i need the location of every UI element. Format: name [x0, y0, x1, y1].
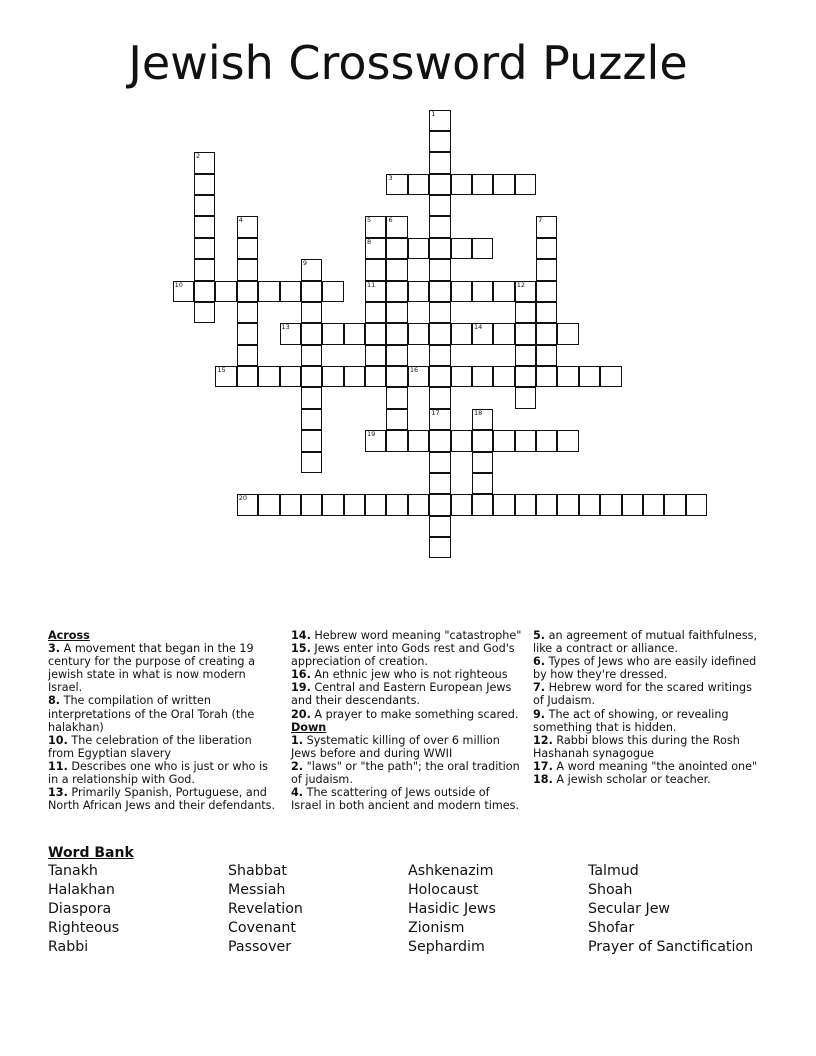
word-bank-word: Revelation [228, 901, 303, 917]
clue-text: "laws" or "the path"; the oral tradition of judaism. [291, 759, 520, 787]
clue [533, 681, 765, 707]
clue-text: The compilation of written interpretations of the Oral Torah (the halakhan) [48, 694, 255, 734]
clue [291, 708, 523, 721]
word-bank-word: Righteous [48, 920, 120, 936]
clue [48, 642, 278, 694]
clue-text: an agreement of mutual faithfulness, like a contract or alliance. [533, 629, 758, 656]
clue-number: 13 [281, 323, 290, 332]
grid-cell[interactable] [493, 366, 514, 387]
grid-cell[interactable] [429, 387, 450, 408]
clue-section-heading: Across [48, 629, 90, 642]
grid-cell[interactable] [194, 174, 215, 195]
grid-cell[interactable] [301, 452, 322, 473]
grid-cell[interactable] [536, 366, 557, 387]
clue-number: 14. [291, 629, 311, 642]
grid-cell[interactable] [322, 281, 343, 302]
grid-cell[interactable] [429, 152, 450, 173]
grid-cell[interactable] [365, 430, 386, 451]
clue [533, 773, 765, 786]
grid-cell[interactable] [472, 238, 493, 259]
clue-number: 6. [533, 655, 546, 669]
word-bank-word: Ashkenazim [408, 863, 494, 879]
grid-cell[interactable] [194, 152, 215, 173]
grid-cell[interactable] [472, 494, 493, 515]
grid-cell[interactable] [493, 323, 514, 344]
grid-cell[interactable] [451, 366, 472, 387]
clue [533, 760, 765, 773]
clue-number: 12 [516, 280, 525, 289]
clue [48, 786, 278, 812]
grid-cell[interactable] [493, 174, 514, 195]
word-bank-word: Passover [228, 939, 292, 955]
clue [291, 629, 523, 642]
clue-section-heading: Down [291, 720, 327, 734]
clue [48, 694, 278, 733]
grid-cell[interactable] [280, 494, 301, 515]
grid-cell[interactable] [258, 494, 279, 515]
grid-cell[interactable] [557, 366, 578, 387]
word-bank-word: Covenant [228, 920, 296, 936]
word-bank-word: Prayer of Sanctification [588, 939, 754, 955]
grid-cell[interactable] [301, 366, 322, 387]
grid-cell[interactable] [408, 281, 429, 302]
grid-cell[interactable] [429, 473, 450, 494]
word-bank-word: Tanakh [48, 863, 98, 879]
grid-cell[interactable] [600, 366, 621, 387]
page-title: Jewish Crossword Puzzle [128, 36, 688, 90]
grid-cell[interactable] [536, 259, 557, 280]
grid-cell[interactable] [472, 409, 493, 430]
word-bank-heading: Word Bank [48, 845, 134, 861]
grid-cell[interactable] [429, 345, 450, 366]
grid-cell[interactable] [515, 174, 536, 195]
grid-cell[interactable] [686, 494, 707, 515]
grid-cell[interactable] [344, 366, 365, 387]
grid-cell[interactable] [322, 494, 343, 515]
grid-cell[interactable] [301, 302, 322, 323]
clue-number: 20 [238, 494, 248, 503]
word-bank-word: Holocaust [408, 882, 479, 898]
word-bank-word: Sephardim [408, 939, 485, 955]
clue-text: The scattering of Jews outside of Israel in both ancient and modern times. [291, 786, 520, 813]
clue-number: 2 [196, 152, 201, 161]
grid-cell[interactable] [536, 430, 557, 451]
grid-cell[interactable] [237, 323, 258, 344]
clue-number: 9. [533, 707, 546, 721]
clue-text: Describes one who is just or who is in a relationship with God. [48, 759, 269, 787]
grid-cell[interactable] [215, 281, 236, 302]
clue-column-2 [291, 629, 523, 812]
grid-cell[interactable] [301, 387, 322, 408]
clue-text: Rabbi blows this during the Rosh Hashanah synagogue [533, 733, 740, 760]
word-bank-word: Hasidic Jews [408, 901, 496, 917]
clue-number: 11 [367, 280, 376, 289]
grid-cell[interactable] [408, 323, 429, 344]
clue [291, 760, 523, 786]
grid-cell[interactable] [173, 281, 194, 302]
grid-cell[interactable] [472, 473, 493, 494]
word-bank-column [588, 862, 753, 957]
clue-number: 19. [291, 681, 311, 695]
grid-cell[interactable] [386, 323, 407, 344]
clue [291, 786, 523, 812]
grid-cell[interactable] [365, 366, 386, 387]
grid-cell[interactable] [215, 366, 236, 387]
word-bank-word: Diaspora [48, 901, 112, 917]
grid-cell[interactable] [386, 430, 407, 451]
grid-cell[interactable] [429, 430, 450, 451]
grid-cell[interactable] [429, 409, 450, 430]
clue-text: Systematic killing of over 6 million Jews before and during WWII [291, 733, 500, 760]
word-bank-word: Messiah [228, 882, 286, 898]
grid-cell[interactable] [579, 494, 600, 515]
clue-number: 19 [367, 430, 376, 439]
grid-cell[interactable] [237, 345, 258, 366]
word-bank-word: Rabbi [48, 939, 89, 955]
word-bank-word: Shoah [588, 882, 633, 898]
grid-cell[interactable] [536, 216, 557, 237]
grid-cell[interactable] [237, 281, 258, 302]
grid-cell[interactable] [515, 494, 536, 515]
clue-number: 3 [388, 173, 393, 182]
grid-cell[interactable] [365, 281, 386, 302]
grid-cell[interactable] [472, 452, 493, 473]
word-bank-column [408, 862, 496, 957]
grid-cell[interactable] [386, 281, 407, 302]
grid-cell[interactable] [429, 366, 450, 387]
grid-cell[interactable] [451, 238, 472, 259]
clue-number: 17 [431, 408, 440, 417]
clue-text: The celebration of the liberation from Egyptian slavery [48, 733, 252, 760]
clue-text: Hebrew word for the scared writings of Judaism. [533, 681, 752, 708]
grid-cell[interactable] [536, 238, 557, 259]
grid-cell[interactable] [365, 302, 386, 323]
grid-cell[interactable] [622, 494, 643, 515]
grid-cell[interactable] [579, 366, 600, 387]
grid-cell[interactable] [643, 494, 664, 515]
clue [291, 681, 523, 707]
grid-cell[interactable] [451, 430, 472, 451]
grid-cell[interactable] [344, 323, 365, 344]
grid-cell[interactable] [365, 494, 386, 515]
grid-cell[interactable] [301, 259, 322, 280]
grid-cell[interactable] [429, 323, 450, 344]
grid-cell[interactable] [280, 281, 301, 302]
clue [48, 734, 278, 760]
grid-cell[interactable] [429, 516, 450, 537]
clue [533, 655, 765, 681]
grid-cell[interactable] [301, 494, 322, 515]
clue-column-3 [533, 629, 765, 786]
grid-cell[interactable] [386, 216, 407, 237]
grid-cell[interactable] [429, 302, 450, 323]
grid-cell[interactable] [301, 409, 322, 430]
grid-cell[interactable] [429, 238, 450, 259]
grid-cell[interactable] [194, 302, 215, 323]
grid-cell[interactable] [194, 281, 215, 302]
grid-cell[interactable] [194, 238, 215, 259]
grid-cell[interactable] [280, 323, 301, 344]
clue-number: 9 [302, 259, 308, 268]
clue-text: Jews enter into Gods rest and God's appreciation of creation. [291, 642, 515, 669]
grid-cell[interactable] [344, 494, 365, 515]
grid-cell[interactable] [386, 387, 407, 408]
word-bank-word: Shabbat [228, 863, 287, 879]
grid-cell[interactable] [408, 238, 429, 259]
grid-cell[interactable] [280, 366, 301, 387]
grid-cell[interactable] [429, 110, 450, 131]
grid-cell[interactable] [322, 323, 343, 344]
grid-cell[interactable] [237, 302, 258, 323]
grid-cell[interactable] [365, 345, 386, 366]
grid-cell[interactable] [408, 430, 429, 451]
clue-text: Primarily Spanish, Portuguese, and North African Jews and their defendants. [48, 786, 276, 813]
clue-number: 18 [473, 408, 483, 417]
grid-cell[interactable] [386, 409, 407, 430]
grid-cell[interactable] [301, 323, 322, 344]
word-bank-word: Shofar [588, 920, 635, 936]
clue-number: 1 [431, 109, 436, 118]
clue [533, 629, 765, 655]
grid-cell[interactable] [365, 216, 386, 237]
word-bank-word: Zionism [408, 920, 465, 936]
grid-cell[interactable] [472, 281, 493, 302]
grid-cell[interactable] [365, 238, 386, 259]
grid-cell[interactable] [472, 366, 493, 387]
clue-number: 10 [174, 280, 183, 289]
grid-cell[interactable] [557, 323, 578, 344]
clue-number: 6 [388, 216, 393, 225]
clue-text: An ethnic jew who is not righteous [314, 668, 508, 682]
clue-number: 18. [533, 773, 553, 787]
grid-cell[interactable] [472, 430, 493, 451]
clue-number: 4 [238, 216, 243, 225]
grid-cell[interactable] [386, 366, 407, 387]
clue-number: 1. [291, 733, 304, 747]
clue [48, 760, 278, 786]
grid-cell[interactable] [301, 281, 322, 302]
grid-cell[interactable] [194, 259, 215, 280]
clue-text: A movement that began in the 19 century for the purpose of creating a jewish state in what is now modern Israel. [48, 642, 255, 695]
clue-number: 4. [291, 786, 304, 800]
clue-column-1 [48, 629, 278, 812]
clue-number: 16. [291, 668, 311, 682]
grid-cell[interactable] [515, 366, 536, 387]
grid-cell[interactable] [365, 323, 386, 344]
grid-cell[interactable] [237, 366, 258, 387]
grid-cell[interactable] [386, 238, 407, 259]
grid-cell[interactable] [194, 195, 215, 216]
word-bank-word: Talmud [588, 863, 639, 879]
clue-text: Types of Jews who are easily idefined by how they're dressed. [533, 655, 757, 682]
grid-cell[interactable] [515, 345, 536, 366]
grid-cell[interactable] [194, 216, 215, 237]
grid-cell[interactable] [493, 281, 514, 302]
grid-cell[interactable] [237, 259, 258, 280]
clue-number: 2. [291, 759, 304, 773]
grid-cell[interactable] [429, 452, 450, 473]
grid-cell[interactable] [536, 345, 557, 366]
grid-cell[interactable] [386, 302, 407, 323]
clue-number: 8. [48, 694, 61, 708]
grid-cell[interactable] [557, 430, 578, 451]
grid-cell[interactable] [451, 323, 472, 344]
clue-number: 7. [533, 681, 546, 695]
grid-cell[interactable] [237, 494, 258, 515]
grid-cell[interactable] [386, 259, 407, 280]
grid-cell[interactable] [493, 494, 514, 515]
clue-number: 7 [538, 216, 543, 225]
clue-number: 11. [48, 759, 68, 773]
grid-cell[interactable] [429, 281, 450, 302]
grid-cell[interactable] [515, 387, 536, 408]
clue [533, 734, 765, 760]
grid-cell[interactable] [301, 430, 322, 451]
clue-text: A jewish scholar or teacher. [556, 773, 711, 787]
grid-cell[interactable] [408, 174, 429, 195]
grid-cell[interactable] [365, 259, 386, 280]
clue-text: Hebrew word meaning "catastrophe" [314, 629, 522, 642]
clue-number: 20. [291, 707, 311, 721]
grid-cell[interactable] [301, 345, 322, 366]
grid-cell[interactable] [515, 281, 536, 302]
grid-cell[interactable] [408, 494, 429, 515]
clue-number: 5 [367, 216, 372, 225]
grid-cell[interactable] [258, 366, 279, 387]
clue-text: A prayer to make something scared. [314, 707, 519, 721]
clue-number: 13. [48, 786, 68, 800]
grid-cell[interactable] [515, 302, 536, 323]
grid-cell[interactable] [322, 366, 343, 387]
grid-cell[interactable] [408, 366, 429, 387]
grid-cell[interactable] [386, 174, 407, 195]
word-bank-word: Halakhan [48, 882, 115, 898]
clue-number: 15. [291, 642, 311, 656]
clue-number: 3. [48, 642, 61, 656]
clue-number: 8 [367, 237, 372, 246]
grid-cell[interactable] [429, 537, 450, 558]
clue-text: Central and Eastern European Jews and their descendants. [291, 681, 512, 708]
grid-cell[interactable] [429, 174, 450, 195]
grid-cell[interactable] [451, 494, 472, 515]
grid-cell[interactable] [451, 174, 472, 195]
grid-cell[interactable] [237, 238, 258, 259]
clue [291, 642, 523, 668]
grid-cell[interactable] [664, 494, 685, 515]
grid-cell[interactable] [451, 281, 472, 302]
grid-cell[interactable] [557, 494, 578, 515]
grid-cell[interactable] [429, 494, 450, 515]
word-bank-column [48, 862, 119, 957]
clue-number: 5. [533, 629, 546, 642]
grid-cell[interactable] [429, 131, 450, 152]
clue-text: The act of showing, or revealing something that is hidden. [533, 707, 729, 734]
grid-cell[interactable] [515, 430, 536, 451]
grid-cell[interactable] [429, 216, 450, 237]
grid-cell[interactable] [515, 323, 536, 344]
clue [291, 734, 523, 760]
grid-cell[interactable] [536, 302, 557, 323]
grid-cell[interactable] [472, 174, 493, 195]
grid-cell[interactable] [493, 430, 514, 451]
clue-number: 12. [533, 733, 553, 747]
clue-text: A word meaning "the anointed one" [556, 759, 758, 773]
grid-cell[interactable] [536, 281, 557, 302]
grid-cell[interactable] [429, 195, 450, 216]
grid-cell[interactable] [429, 259, 450, 280]
grid-cell[interactable] [536, 323, 557, 344]
grid-cell[interactable] [386, 494, 407, 515]
clue-number: 17. [533, 759, 553, 773]
clue-number: 10. [48, 733, 68, 747]
grid-cell[interactable] [600, 494, 621, 515]
grid-cell[interactable] [237, 216, 258, 237]
grid-cell[interactable] [258, 281, 279, 302]
word-bank-column [228, 862, 303, 957]
clue-number: 14 [473, 323, 483, 332]
word-bank-word: Secular Jew [588, 901, 671, 917]
clue [533, 708, 765, 734]
grid-cell[interactable] [472, 323, 493, 344]
grid-cell[interactable] [536, 494, 557, 515]
clue-number: 16 [409, 366, 419, 375]
clue [291, 668, 523, 681]
grid-cell[interactable] [386, 345, 407, 366]
clue-number: 15 [217, 366, 226, 375]
